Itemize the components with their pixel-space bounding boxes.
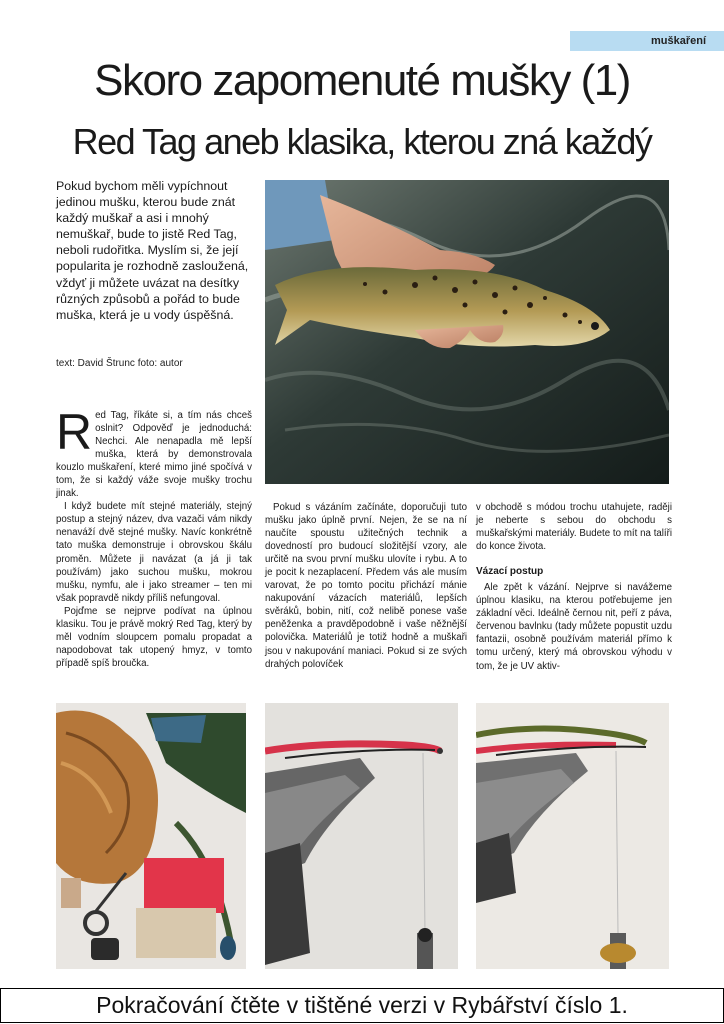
tying-step-1-photo <box>265 703 458 969</box>
author-credit: text: David Štrunc foto: autor <box>56 358 183 369</box>
article-paragraph: ed Tag, říkáte si, a tím nás chceš oslnit? Odpověď je jednoduchá: Nechci. Ale nenapadla mě lepší muška, která by demonstrovala kouzlo muškaření, které mimo jiné spočívá v tom, že si každý váže svoje mušky trochu jinak. <box>56 410 252 500</box>
trout-photo <box>265 180 669 484</box>
article-paragraph: Pokud s vázáním začínáte, doporučuji tuto mušku jako úplně první. Nejen, že se na ní naučíte spoustu užitečných technik a dovedností pro budoucí složitější vzory, ale určitě na svou první mušku ulovíte i rybu. A to je pocit k nezaplacení. Předem vás ale musím varovat, že po tomto pocitu přichází mánie nakupování vázacích materiálů, lepších svěráků, bobin, nití, což nelibě ponese vaše peněženka a pravděpodobně i vaše něžnější polovička. Materiálů je totiž hodně a muškaři jsou v nakupování maniaci. Pokud si ze svých drahých polovíček <box>265 502 467 670</box>
dropcap-letter: R <box>56 404 93 460</box>
materials-photo <box>56 703 246 969</box>
page-subtitle: Red Tag aneb klasika, kterou zná každý <box>72 121 652 162</box>
section-tag: muškaření <box>570 31 724 51</box>
article-column-3 <box>476 501 672 673</box>
continuation-footer: Pokračování čtěte v tištěné verzi v Rybářství číslo 1. <box>0 988 724 1023</box>
tying-step-2-photo <box>476 703 669 969</box>
article-column-1 <box>56 404 252 670</box>
article-column-2 <box>265 501 467 671</box>
section-heading: Vázací postup <box>476 566 544 578</box>
article-paragraph: Pojďme se nejprve podívat na úplnou klasiku. Tou je právě mokrý Red Tag, který by měl vodním sloupcem pomalu propadat a napodobovat tak utopený hmyz, v tomto případě spíš broučka. <box>56 605 252 669</box>
page-title: Skoro zapomenuté mušky (1) <box>94 56 630 105</box>
article-paragraph: Ale zpět k vázání. Nejprve si navážeme úplnou klasiku, na kterou potřebujeme jen základní věci. Ideálně černou nit, peří z páva, červenou bavlnku (tady můžete popustit uzdu fantazii, osobně používám materiál přímo k tomu určený, který má obrovskou výhodu v tom, že je UV aktiv- <box>476 582 672 672</box>
article-paragraph: I když budete mít stejné materiály, stejný postup a stejný název, dva vazači vám nikdy nenaváží dvě stejné mušky. Navíc konkrétně tato muška demonstruje i obrovskou škálu proměn. Můžete ji navázat (a já ji tak používám) jako suchou mušku, mokrou mušku, nymfu, ale i jako streamer – ten mi však popravdě nikdy příliš nefungoval. <box>56 501 252 604</box>
article-paragraph: v obchodě s módou trochu utahujete, raději je neberte s sebou do obchodu s muškařskými materiály. Budete to mít na talíři do konce života. <box>476 502 672 553</box>
lead-paragraph: Pokud bychom měli vypíchnout jedinou mušku, kterou bude znát každý muškař a asi i mnohý nemuškař, bude to jistě Red Tag, neboli rudořitka. Myslím si, že její popularita je rozhodně zasloužená, vždyť ji můžete uvázat na desítky různých způsobů a pořád to bude muška, která je u vody úspěšná. <box>56 179 249 322</box>
